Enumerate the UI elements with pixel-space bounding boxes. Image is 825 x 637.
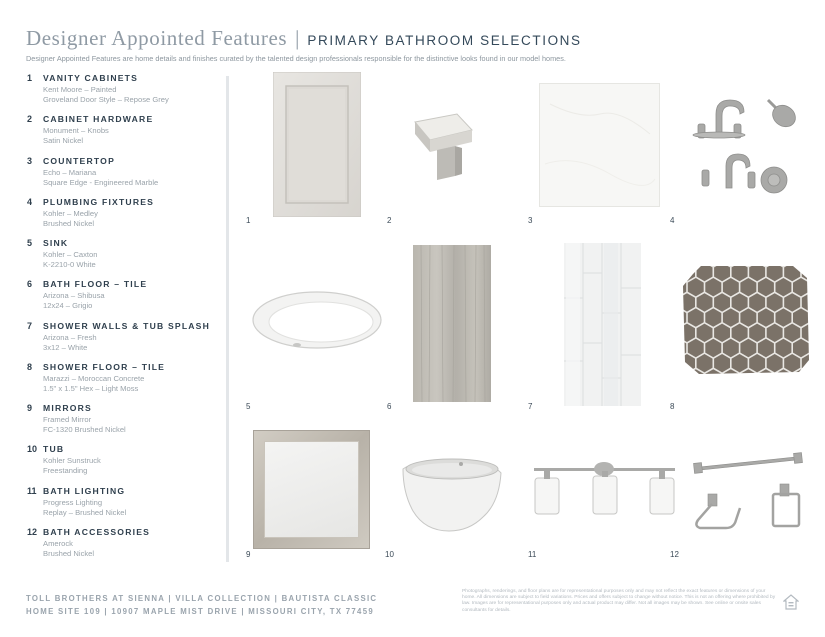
- item-detail: Kent Moore – Painted: [43, 85, 117, 94]
- item-name: VANITY CABINETS: [43, 73, 139, 83]
- item-name: COUNTERTOP: [43, 156, 116, 166]
- item-detail: Groveland Door Style – Repose Grey: [43, 95, 169, 104]
- cabinet-knob-image: [410, 108, 476, 183]
- item-number: 2: [27, 114, 33, 124]
- item-detail: Arizona – Shibusa: [43, 291, 105, 300]
- disclaimer-text: Photographs, renderings, and floor plans are for representational purposes only and may not reflect the exact features or dimensions of your home. All dimensions are subject to field variations. Prices and offers subject to change without notice. This is not an offering where prohibited by law. Images are for representational purposes only and actual product may differ. Not all images may be shown. See online or onsite sales consultants for details.: [462, 589, 776, 613]
- item-number: 1: [27, 73, 33, 83]
- tile-number: 12: [670, 550, 679, 559]
- bath-lighting-image: [532, 458, 677, 520]
- item-detail: Brushed Nickel: [43, 549, 95, 558]
- item-name: BATH ACCESSORIES: [43, 527, 151, 537]
- item-detail: Marazzi – Moroccan Concrete: [43, 374, 145, 383]
- item-name: SHOWER FLOOR – TILE: [43, 362, 166, 372]
- title-separator: |: [295, 26, 300, 50]
- vanity-cabinet-image: [273, 72, 361, 217]
- tile-number: 3: [528, 216, 533, 225]
- tile-number: 5: [246, 402, 251, 411]
- item-detail: Square Edge - Engineered Marble: [43, 178, 159, 187]
- tile-number: 11: [528, 550, 537, 559]
- item-name: PLUMBING FIXTURES: [43, 197, 155, 207]
- item-name: BATH LIGHTING: [43, 486, 126, 496]
- item-detail: Brushed Nickel: [43, 219, 95, 228]
- tile-number: 10: [385, 550, 394, 559]
- item-detail: K-2210-0 White: [43, 260, 96, 269]
- bath-accessories-image: [690, 450, 804, 540]
- item-number: 7: [27, 321, 33, 331]
- item-detail: 12x24 – Grigio: [43, 301, 93, 310]
- item-number: 10: [27, 444, 38, 454]
- section-title: PRIMARY BATHROOM SELECTIONS: [307, 33, 582, 48]
- page-title: Designer Appointed Features: [26, 26, 288, 50]
- tile-number: 1: [246, 216, 251, 225]
- item-name: CABINET HARDWARE: [43, 114, 154, 124]
- tile-number: 9: [246, 550, 251, 559]
- item-detail: Satin Nickel: [43, 136, 84, 145]
- tile-number: 8: [670, 402, 675, 411]
- item-detail: Progress Lighting: [43, 498, 103, 507]
- tile-number: 7: [528, 402, 533, 411]
- vertical-divider: [226, 76, 229, 562]
- bath-floor-tile-image: [413, 245, 491, 402]
- tile-number: 6: [387, 402, 392, 411]
- sink-image: [251, 290, 384, 356]
- shower-wall-tile-image: [564, 243, 641, 406]
- item-detail: Amerock: [43, 539, 73, 548]
- item-number: 3: [27, 156, 33, 166]
- item-detail: FC-1320 Brushed Nickel: [43, 425, 126, 434]
- item-detail: 1.5" x 1.5" Hex – Light Moss: [43, 384, 139, 393]
- item-number: 5: [27, 238, 33, 248]
- item-number: 6: [27, 279, 33, 289]
- item-number: 12: [27, 527, 38, 537]
- item-detail: Framed Mirror: [43, 415, 92, 424]
- item-detail: Replay – Brushed Nickel: [43, 508, 127, 517]
- item-detail: 3x12 – White: [43, 343, 88, 352]
- item-detail: Kohler – Medley: [43, 209, 98, 218]
- item-detail: Kohler – Caxton: [43, 250, 98, 259]
- item-name: BATH FLOOR – TILE: [43, 279, 148, 289]
- item-number: 4: [27, 197, 33, 207]
- title-row: [26, 26, 806, 51]
- page-subtitle: Designer Appointed Features are home details and finishes curated by the talented design professionals responsible for the distinctive looks found in our model homes.: [26, 54, 566, 63]
- hex-tile-image: [683, 266, 809, 374]
- item-number: 8: [27, 362, 33, 372]
- item-name: SHOWER WALLS & TUB SPLASH: [43, 321, 211, 331]
- mirror-image: [253, 430, 370, 549]
- freestanding-tub-image: [399, 445, 503, 537]
- item-name: SINK: [43, 238, 69, 248]
- tile-number: 4: [670, 216, 675, 225]
- item-detail: Kohler Sunstruck: [43, 456, 101, 465]
- footer-line: HOME SITE 109 | 10907 MAPLE MIST DRIVE | MISSOURI CITY, TX 77459: [26, 607, 374, 616]
- equal-housing-icon: [783, 594, 799, 610]
- countertop-image: [539, 83, 660, 207]
- item-number: 9: [27, 403, 33, 413]
- item-detail: Freestanding: [43, 466, 88, 475]
- item-detail: Arizona – Fresh: [43, 333, 97, 342]
- page-header: [26, 26, 806, 63]
- hex-cell: [683, 369, 686, 374]
- item-detail: Monument – Knobs: [43, 126, 109, 135]
- plumbing-fixtures-image: [688, 92, 802, 204]
- footer-address: [26, 592, 377, 618]
- item-detail: Echo – Mariana: [43, 168, 97, 177]
- tile-number: 2: [387, 216, 392, 225]
- item-number: 11: [27, 486, 37, 496]
- footer-line: TOLL BROTHERS AT SIENNA | VILLA COLLECTION | BAUTISTA CLASSIC: [26, 594, 378, 603]
- item-name: TUB: [43, 444, 65, 454]
- item-name: MIRRORS: [43, 403, 92, 413]
